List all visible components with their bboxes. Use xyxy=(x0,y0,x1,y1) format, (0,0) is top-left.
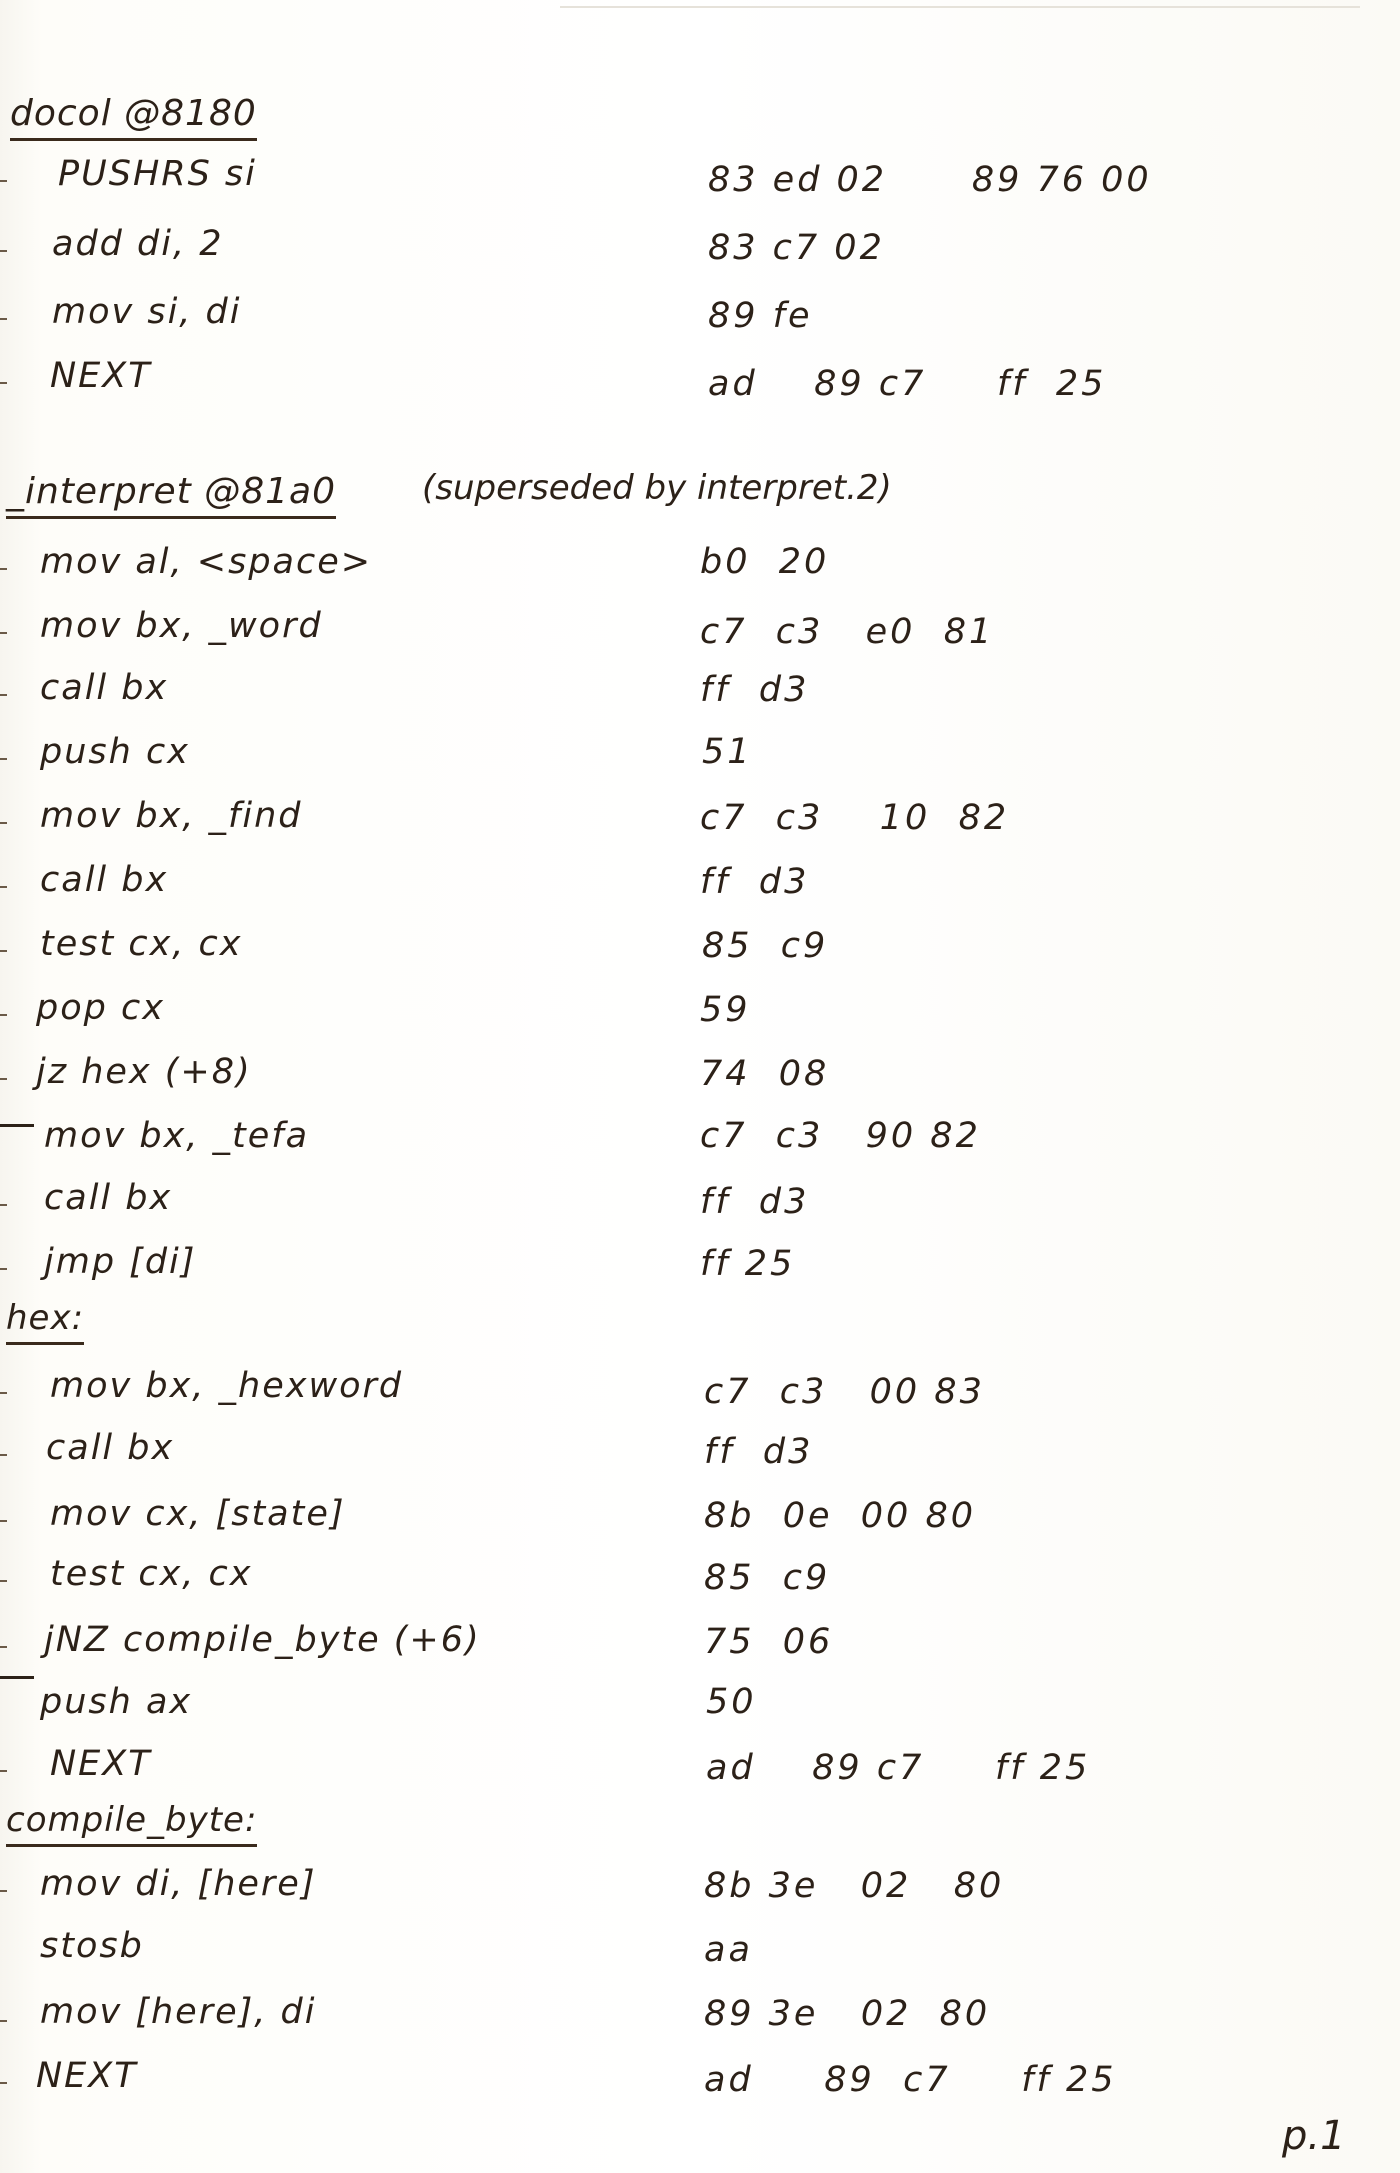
hex-heading: hex: xyxy=(6,1296,84,1345)
hex-hex-5: 75 06 xyxy=(704,1622,834,1662)
interpret-hex-11: ff d3 xyxy=(700,1182,810,1222)
margin-tick xyxy=(0,2020,7,2022)
interpret-instr-11: call bx xyxy=(44,1178,173,1218)
compile-byte-heading: compile_byte: xyxy=(6,1798,257,1847)
compile-byte-instr-1: mov di, [here] xyxy=(40,1864,317,1904)
hex-instr-5: jNZ compile_byte (+6) xyxy=(44,1620,481,1660)
interpret-heading: _interpret @81a0 xyxy=(6,470,336,519)
interpret-instr-7: test cx, cx xyxy=(40,924,243,964)
interpret-hex-7: 85 c9 xyxy=(702,926,829,966)
docol-hex-3: 89 fe xyxy=(708,296,813,336)
margin-tick xyxy=(0,318,7,320)
compile-byte-hex-2: aa xyxy=(704,1930,753,1970)
interpret-hex-12: ff 25 xyxy=(700,1244,796,1284)
hex-instr-1: mov bx, _hexword xyxy=(50,1366,404,1406)
hex-instr-4: test cx, cx xyxy=(50,1554,253,1594)
interpret-instr-8: pop cx xyxy=(36,988,165,1028)
margin-tick xyxy=(0,886,7,888)
docol-instr-1: PUSHRS si xyxy=(58,154,257,194)
hex-instr-3: mov cx, [state] xyxy=(50,1494,346,1534)
interpret-hex-5: c7 c3 10 82 xyxy=(700,798,1010,838)
interpret-hex-9: 74 08 xyxy=(700,1054,830,1094)
docol-instr-4: NEXT xyxy=(50,356,152,396)
compile-byte-instr-4: NEXT xyxy=(36,2056,138,2096)
margin-tick xyxy=(0,1890,7,1892)
docol-instr-3: mov si, di xyxy=(52,292,242,332)
docol-hex-4: ad 89 c7 ff 25 xyxy=(708,364,1107,404)
margin-tick xyxy=(0,1014,7,1016)
margin-tick xyxy=(0,2082,7,2084)
docol-hex-2: 83 c7 02 xyxy=(708,228,885,268)
margin-tick xyxy=(0,250,7,252)
margin-tick xyxy=(0,1268,7,1270)
margin-tick xyxy=(0,1520,7,1522)
interpret-hex-10: c7 c3 90 82 xyxy=(700,1116,981,1156)
interpret-hex-2: c7 c3 e0 81 xyxy=(700,612,995,652)
margin-bar xyxy=(0,1676,34,1679)
margin-tick xyxy=(0,632,7,634)
hex-hex-1: c7 c3 00 83 xyxy=(704,1372,985,1412)
docol-instr-2: add di, 2 xyxy=(52,224,224,264)
hex-hex-4: 85 c9 xyxy=(704,1558,831,1598)
hex-hex-3: 8b 0e 00 80 xyxy=(704,1496,976,1536)
margin-tick xyxy=(0,1454,7,1456)
margin-tick xyxy=(0,822,7,824)
interpret-instr-5: mov bx, _find xyxy=(40,796,303,836)
margin-tick xyxy=(0,1770,7,1772)
margin-tick xyxy=(0,694,7,696)
interpret-instr-6: call bx xyxy=(40,860,169,900)
interpret-hex-1: b0 20 xyxy=(700,542,830,582)
interpret-instr-1: mov al, <space> xyxy=(40,542,373,582)
margin-tick xyxy=(0,1204,7,1206)
interpret-instr-3: call bx xyxy=(40,668,169,708)
page-number: p.1 xyxy=(1282,2113,1346,2159)
interpret-hex-3: ff d3 xyxy=(700,670,810,710)
hex-hex-7: ad 89 c7 ff 25 xyxy=(706,1748,1091,1788)
hex-instr-6: push ax xyxy=(40,1682,193,1722)
interpret-note: (superseded by interpret.2) xyxy=(422,468,892,508)
margin-bar xyxy=(0,1124,34,1127)
page-edge-line xyxy=(560,6,1360,8)
compile-byte-instr-2: stosb xyxy=(40,1926,144,1966)
interpret-hex-4: 51 xyxy=(702,732,753,772)
margin-tick xyxy=(0,382,7,384)
interpret-instr-2: mov bx, _word xyxy=(40,606,323,646)
margin-tick xyxy=(0,180,7,182)
margin-tick xyxy=(0,568,7,570)
interpret-instr-9: jz hex (+8) xyxy=(36,1052,252,1092)
hex-instr-2: call bx xyxy=(46,1428,175,1468)
hex-instr-7: NEXT xyxy=(50,1744,152,1784)
interpret-instr-4: push cx xyxy=(40,732,190,772)
interpret-instr-12: jmp [di] xyxy=(44,1242,197,1282)
compile-byte-instr-3: mov [here], di xyxy=(40,1992,317,2032)
docol-heading: docol @8180 xyxy=(10,92,257,141)
docol-hex-1: 83 ed 02 89 76 00 xyxy=(708,160,1152,200)
margin-tick xyxy=(0,950,7,952)
compile-byte-hex-4: ad 89 c7 ff 25 xyxy=(704,2060,1117,2100)
interpret-instr-10: mov bx, _tefa xyxy=(44,1116,310,1156)
hex-hex-2: ff d3 xyxy=(704,1432,814,1472)
margin-tick xyxy=(0,758,7,760)
margin-tick xyxy=(0,1646,7,1648)
interpret-hex-6: ff d3 xyxy=(700,862,810,902)
compile-byte-hex-3: 89 3e 02 80 xyxy=(704,1994,991,2034)
margin-tick xyxy=(0,1392,7,1394)
margin-tick xyxy=(0,1078,7,1080)
margin-tick xyxy=(0,1580,7,1582)
interpret-hex-8: 59 xyxy=(700,990,751,1030)
hex-hex-6: 50 xyxy=(706,1682,757,1722)
compile-byte-hex-1: 8b 3e 02 80 xyxy=(704,1866,1005,1906)
